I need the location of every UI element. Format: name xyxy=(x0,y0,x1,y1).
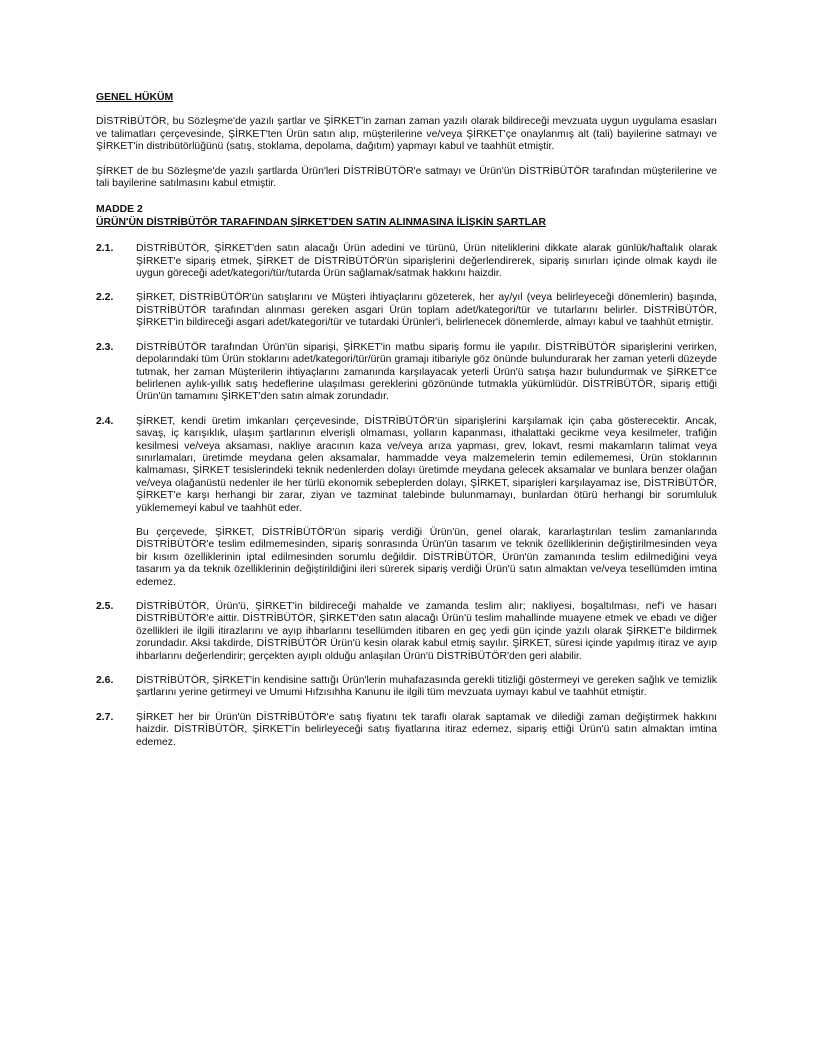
clause-number: 2.1. xyxy=(96,243,114,255)
general-heading: GENEL HÜKÜM xyxy=(96,92,174,103)
clause-body xyxy=(136,342,717,404)
clause-2-6 xyxy=(96,675,717,700)
general-paragraph-1: DİSTRİBÜTÖR, bu Sözleşme'de yazılı şartlar ve ŞİRKET'in zaman zaman yazılı olarak bildireceği mevzuata uygun uygulama esasları ve talimatları çerçevesinde, ŞİRKET'ten Ürün satın alıp, müşterilerine ve/veya ŞİRKET'çe onaylanmış alt (tali) bayilerine satmayı ve ŞİRKET'in distribütörlüğünü (satış, stoklama, depolama, dağıtım) yapmayı kabul ve taahhüt etmiştir. xyxy=(96,116,717,153)
clause-2-5 xyxy=(96,601,717,663)
clause-paragraph: ŞİRKET, DİSTRİBÜTÖR'ün satışlarını ve Müşteri ihtiyaçlarını gözeterek, her ay/yıl (veya belirleyeceği dönemlerin) başında, DİSTRİBÜTÖR tarafından alınması gereken asgari Ürün toplam adet/kategori/tür ve tutarlarını belirler. DİSTRİBÜTÖR, ŞİRKET'in bildireceği asgari adet/kategori/tür ve tutardaki Ürünler'i, belirlenecek dönemlerde, almayı kabul ve taahhüt etmiştir. xyxy=(136,292,717,329)
clause-number: 2.3. xyxy=(96,341,114,353)
clause-paragraph: Bu çerçevede, ŞİRKET, DİSTRİBÜTÖR'ün sipariş verdiği Ürün'ün, genel olarak, kararlaştırılan teslim zamanlarında DİSTRİBÜTÖR'e teslim edilmemesinden, sipariş sonrasında Ürün'ün tasarım ve teknik özelliklerinin değiştirilmesinden veya bir kısım özelliklerinin iptal edilmesinden sorumlu değildir. DİSTRİBÜTÖR, Ürün'ün zamanında teslim edilmediğini veya tasarım ya da teknik özelliklerinin değiştirildiğini ileri sürerek sipariş verdiği Ürün'ü satın almaktan ve/veya tesellümden imtina edemez. xyxy=(136,526,717,588)
clause-body xyxy=(136,601,717,663)
clause-paragraph: ŞİRKET her bir Ürün'ün DİSTRİBÜTÖR'e satış fiyatını tek taraflı olarak saptamak ve dilediği zaman değiştirmek hakkını haizdir. DİSTRİBÜTÖR, ŞİRKET'in belirleyeceği satış fiyatlarına itiraz edemez, sipariş ettiği Ürün'ü satın almaktan imtina edemez. xyxy=(136,711,717,748)
document-page xyxy=(96,92,717,749)
clause-2-3 xyxy=(96,342,717,404)
clause-paragraph: DİSTRİBÜTÖR, Ürün'ü, ŞİRKET'in bildireceği mahalde ve zamanda teslim alır; nakliyesi, boşaltılması, nef'i ve hasarı DİSTRİBÜTÖR'e aittir. DİSTRİBÜTÖR, ŞİRKET'den satın alacağı Ürün'ü teslim mahallinde muayene etmek ve ebadı ve diğer özellikleri ile ilgili itirazlarını ve ayıp ihbarlarını tesellümden itibaren en geç yedi gün içinde yazılı olarak ŞİRKET'e bildirmek zorundadır. Aksi takdirde, DİSTRİBÜTÖR Ürün'ü kesin olarak kabul etmiş sayılır. ŞİRKET, süresi içinde yapılmış itiraz ve ayıp ihbarlarını değerlendirir; gerçekten ayıplı olduğu anlaşılan Ürün'ü DİSTRİBÜTÖR'den geri alabilir. xyxy=(136,601,717,662)
clause-2-2 xyxy=(96,292,717,329)
clause-body xyxy=(136,712,717,749)
clause-number: 2.2. xyxy=(96,292,114,304)
clause-paragraph: ŞİRKET, kendi üretim imkanları çerçevesinde, DİSTRİBÜTÖR'ün siparişlerini karşılamak için çaba gösterecektir. Ancak, savaş, iç karışıklık, ulaşım şartlarının elverişli olmaması, yolların kapanması, ithalattaki gecikme veya kesilmeler, trafiğin kesilmesi ve/veya aksaması, nakliye aracının kaza ve/veya arıza yapması, grev, lokavt, resmi makamların talimat veya sınırlamaları, üretimde meydana gelen aksamalar, hammadde veya malzemelerin temin edilememesi, Ürün stoklarının kalmaması, ŞİRKET tesislerindeki teknik nedenlerden dolayı üretimde meydana gelecek aksamalar ve bunlara benzer olağan ve/veya olağanüstü nedenler ile her türlü ekonomik sebeplerden dolayı, ŞİRKET, siparişleri karşılayamaz ise, DİSTRİBÜTÖR, ŞİRKET'e karşı herhangi bir zarar, ziyan ve tazminat talebinde bulunmamayı, bunlardan ötürü herhangi bir sorumluluk yüklememeyi kabul ve taahhüt eder. xyxy=(136,415,717,514)
clause-2-1 xyxy=(96,243,717,280)
clause-number: 2.4. xyxy=(96,415,114,427)
clause-body xyxy=(136,675,717,700)
clause-paragraph: DİSTRİBÜTÖR tarafından Ürün'ün siparişi, ŞİRKET'in matbu sipariş formu ile yapılır. DİSTRİBÜTÖR siparişlerini verirken, depolarındaki tüm Ürün stoklarını adet/kategori/tür/ürün gramajı itibariyle göz önünde bulundurarak her zaman yeterli düzeyde tutmak, her zaman Müşterilerin ihtiyaçlarını zamanında karşılayacak yeterli Ürün'ü satışa hazır bulundurmak ve ŞİRKET'ce belirlenen aylık-yıllık satış hedeflerine ulaşılması gereklerini gözönünde tutmakla yükümlüdür. DİSTRİBÜTÖR, sipariş ettiği Ürün'ün tamamını ŞİRKET'den satın almak zorundadır. xyxy=(136,341,717,403)
clause-body xyxy=(136,243,717,280)
general-paragraph-2: ŞİRKET de bu Sözleşme'de yazılı şartlarda Ürün'leri DİSTRİBÜTÖR'e satmayı ve Ürün'ün DİSTRİBÜTÖR tarafından müşterilerine ve tali bayilerine satılmasını kabul etmiştir. xyxy=(96,165,717,190)
clause-body xyxy=(136,292,717,329)
article-number: MADDE 2 xyxy=(96,204,143,216)
clause-2-7 xyxy=(96,712,717,749)
clause-number: 2.7. xyxy=(96,711,114,723)
clause-body xyxy=(136,416,717,589)
clause-paragraph: DİSTRİBÜTÖR, ŞİRKET'in kendisine sattığı Ürün'lerin muhafazasında gerekli titizliği göstermeyi ve gereken sağlık ve temizlik şartlarını yerine getirmeyi ve Umumi Hıfzısıhha Kanunu ile ilgili tüm mevzuata uymayı kabul ve taahhüt etmiştir. xyxy=(136,675,717,699)
clause-paragraph: DİSTRİBÜTÖR, ŞİRKET'den satın alacağı Ürün adedini ve türünü, Ürün niteliklerini dikkate alarak günlük/haftalık olarak ŞİRKET'e sipariş etmek, ŞİRKET de DİSTRİBÜTÖR'ün siparişlerini değerlendirerek, sipariş sınırları içinde olmak kaydı ile uygun göreceği adet/kategori/tür/tutarda Ürün sağlamak/satmak hakkını haizdir. xyxy=(136,243,717,280)
clause-number: 2.5. xyxy=(96,601,114,612)
article-title: ÜRÜN'ÜN DİSTRİBÜTÖR TARAFINDAN ŞİRKET'DEN SATIN ALINMASINA İLİŞKİN ŞARTLAR xyxy=(96,216,546,228)
clause-number: 2.6. xyxy=(96,675,114,687)
clause-2-4 xyxy=(96,416,717,589)
